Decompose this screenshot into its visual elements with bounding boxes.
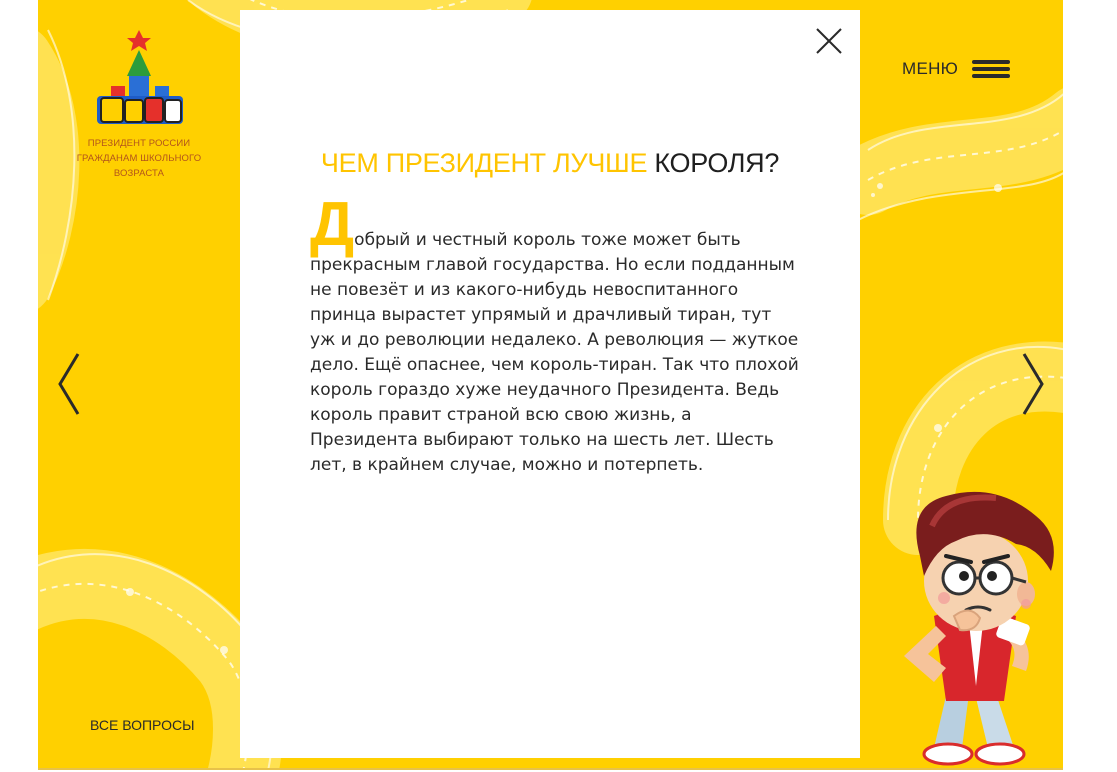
hamburger-icon — [972, 58, 1010, 80]
site-logo[interactable] — [73, 28, 205, 181]
previous-question-button[interactable] — [54, 352, 84, 421]
close-button[interactable] — [814, 26, 844, 56]
thinking-boy-illustration — [876, 486, 1063, 768]
kremlin-logo-icon — [89, 28, 189, 128]
logo-caption: ПРЕЗИДЕНТ РОССИИ ГРАЖДАНАМ ШКОЛЬНОГО ВОЗРАСТА — [76, 138, 202, 179]
close-icon — [814, 26, 844, 56]
page-bottom-border — [38, 768, 1063, 770]
question-title — [240, 148, 860, 179]
next-question-button[interactable] — [1018, 352, 1048, 421]
question-title-plain: КОРОЛЯ? — [654, 148, 780, 178]
all-questions-link[interactable]: ВСЕ ВОПРОСЫ — [90, 717, 195, 733]
chevron-right-icon — [1018, 352, 1048, 416]
menu-button[interactable] — [902, 58, 1010, 80]
menu-label: МЕНЮ — [902, 59, 959, 78]
chevron-left-icon — [54, 352, 84, 416]
answer-text — [310, 190, 800, 478]
question-modal — [240, 10, 860, 758]
drop-cap: Д — [310, 190, 355, 259]
question-title-accent: ЧЕМ ПРЕЗИДЕНТ ЛУЧШЕ — [320, 148, 655, 178]
answer-paragraph: обрый и честный король тоже может быть прекрасным главой государства. Но если подданным не повезёт и из какого-нибудь невоспитанного принца вырастет упрямый и драчливый тиран, тут уж и до революции недалеко. А революция — жуткое дело. Ещё опаснее, чем король-тиран. Так что плохой король гораздо хуже неудачного Президента. Ведь король правит страной всю свою жизнь, а Президента выбирают только на шесть лет. Шесть лет, в крайнем случае, можно и потерпеть. — [310, 230, 799, 475]
